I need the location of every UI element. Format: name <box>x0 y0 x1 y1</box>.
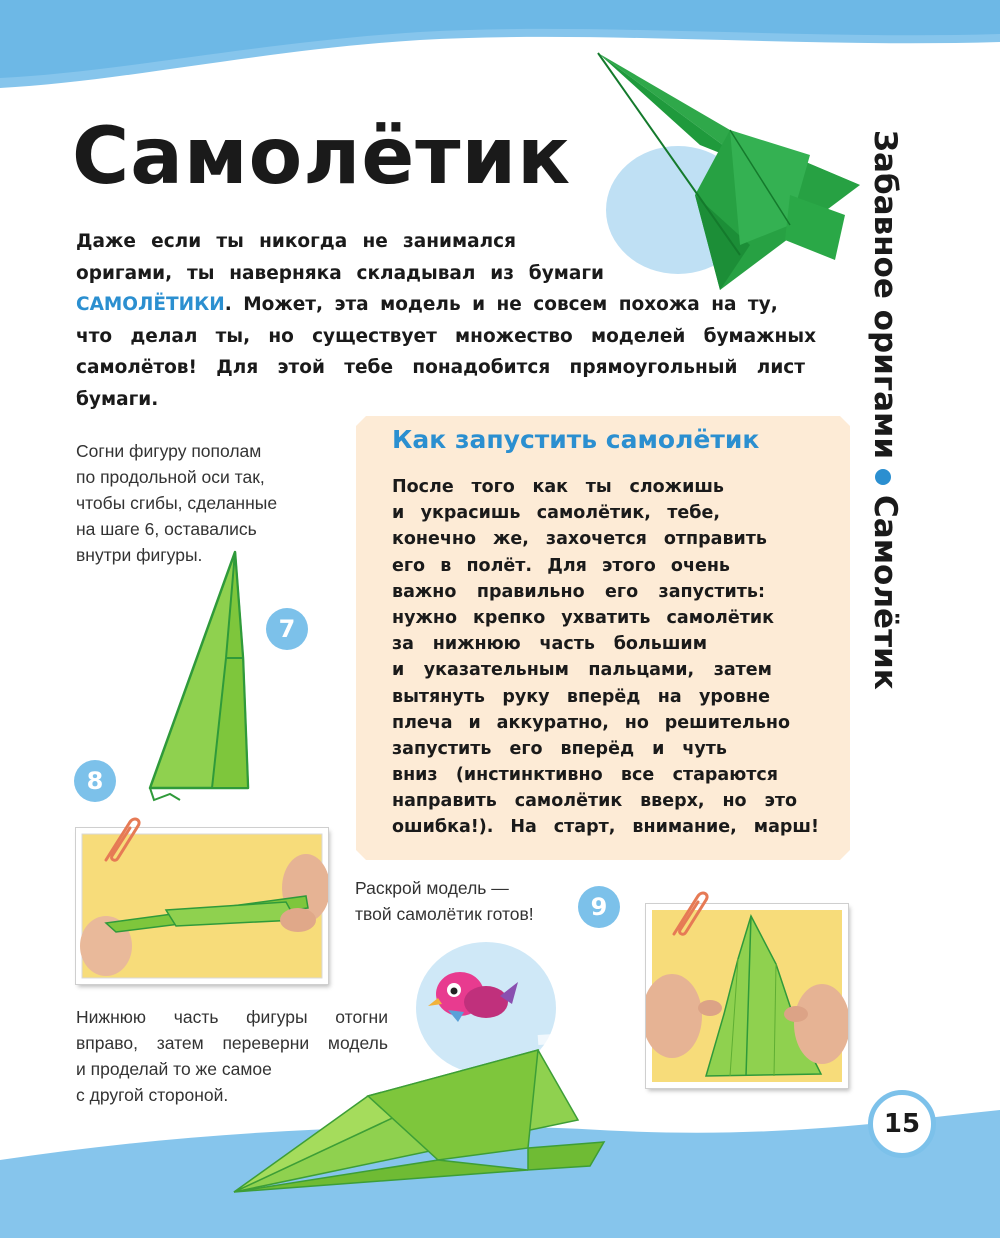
intro-line <box>76 289 846 321</box>
tip-text-line: конечно же, захочется отправить <box>392 529 767 550</box>
tip-text-line: и указательным пальцами, затем <box>392 660 772 681</box>
step-9-instructions <box>355 875 595 927</box>
tip-text-line: направить самолётик вверх, но это <box>392 791 797 812</box>
step-8-number-badge: 8 <box>74 760 116 802</box>
section-name: Забавное оригами <box>867 130 903 460</box>
step-text-line: Нижнюю часть фигуры отогни <box>76 1007 388 1027</box>
tip-text-line: плеча и аккуратно, но решительно <box>392 712 790 733</box>
step-text-line: по продольной оси так, <box>76 467 265 487</box>
intro-line: самолётов! Для этой тебе понадобится прямоугольный лист <box>76 357 805 378</box>
bullet-dot-icon <box>876 469 892 485</box>
step-text-line: Согни фигуру пополам <box>76 441 262 461</box>
step-text-line: Раскрой модель — <box>355 878 509 898</box>
step-text-line: твой самолётик готов! <box>355 904 534 924</box>
intro-line-rest: . Может, эта модель и не совсем похожа на ту, <box>224 294 778 315</box>
tip-text-line: вытянуть руку вперёд на уровне <box>392 686 770 707</box>
page-title: Самолётик <box>72 112 572 202</box>
step-text-line: внутри фигуры. <box>76 545 203 565</box>
tip-text-line: и украсишь самолётик, тебе, <box>392 503 720 524</box>
tip-text-line: После того как ты сложишь <box>392 477 724 497</box>
flying-paper-plane-illustration <box>228 1030 618 1200</box>
step-7-folded-shape-illustration <box>140 548 260 808</box>
paperclip-icon <box>664 886 714 940</box>
tip-text <box>392 474 822 841</box>
tip-text-line: важно правильно его запустить: <box>392 581 765 602</box>
highlight-word: САМОЛЁТИКИ <box>76 294 225 315</box>
step-7-number-badge: 7 <box>266 608 308 650</box>
page-number: 15 <box>868 1090 936 1158</box>
intro-line: бумаги. <box>76 388 159 410</box>
step-9-number-badge: 9 <box>578 886 620 928</box>
tip-text-line: ошибка!). На старт, внимание, марш! <box>392 817 819 838</box>
side-heading <box>850 130 920 690</box>
tip-text-line: вниз (инстинктивно все стараются <box>392 765 778 786</box>
intro-line: Даже если ты никогда не занимался <box>76 231 516 252</box>
intro-line: оригами, ты наверняка складывал из бумаги <box>76 262 604 284</box>
tip-text-line: нужно крепко ухватить самолётик <box>392 607 774 628</box>
tip-text-line: за нижнюю часть большим <box>392 634 707 655</box>
step-text-line: с другой стороной. <box>76 1085 229 1105</box>
intro-line: что делал ты, но существует множество моделей бумажных <box>76 325 816 347</box>
tip-text-line: его в полёт. Для этого очень <box>392 555 730 576</box>
topic-name: Самолётик <box>867 495 903 690</box>
paperclip-icon <box>96 812 146 866</box>
step-text-line: чтобы сгибы, сделанные <box>76 493 278 513</box>
tip-heading: Как запустить самолётик <box>392 425 760 454</box>
intro-paragraph <box>76 226 846 415</box>
tip-text-line: запустить его вперёд и чуть <box>392 738 727 759</box>
step-text-line: вправо, затем переверни модель <box>76 1033 388 1053</box>
step-text-line: на шаге 6, оставались <box>76 519 257 539</box>
step-text-line: и проделай то же самое <box>76 1059 272 1079</box>
